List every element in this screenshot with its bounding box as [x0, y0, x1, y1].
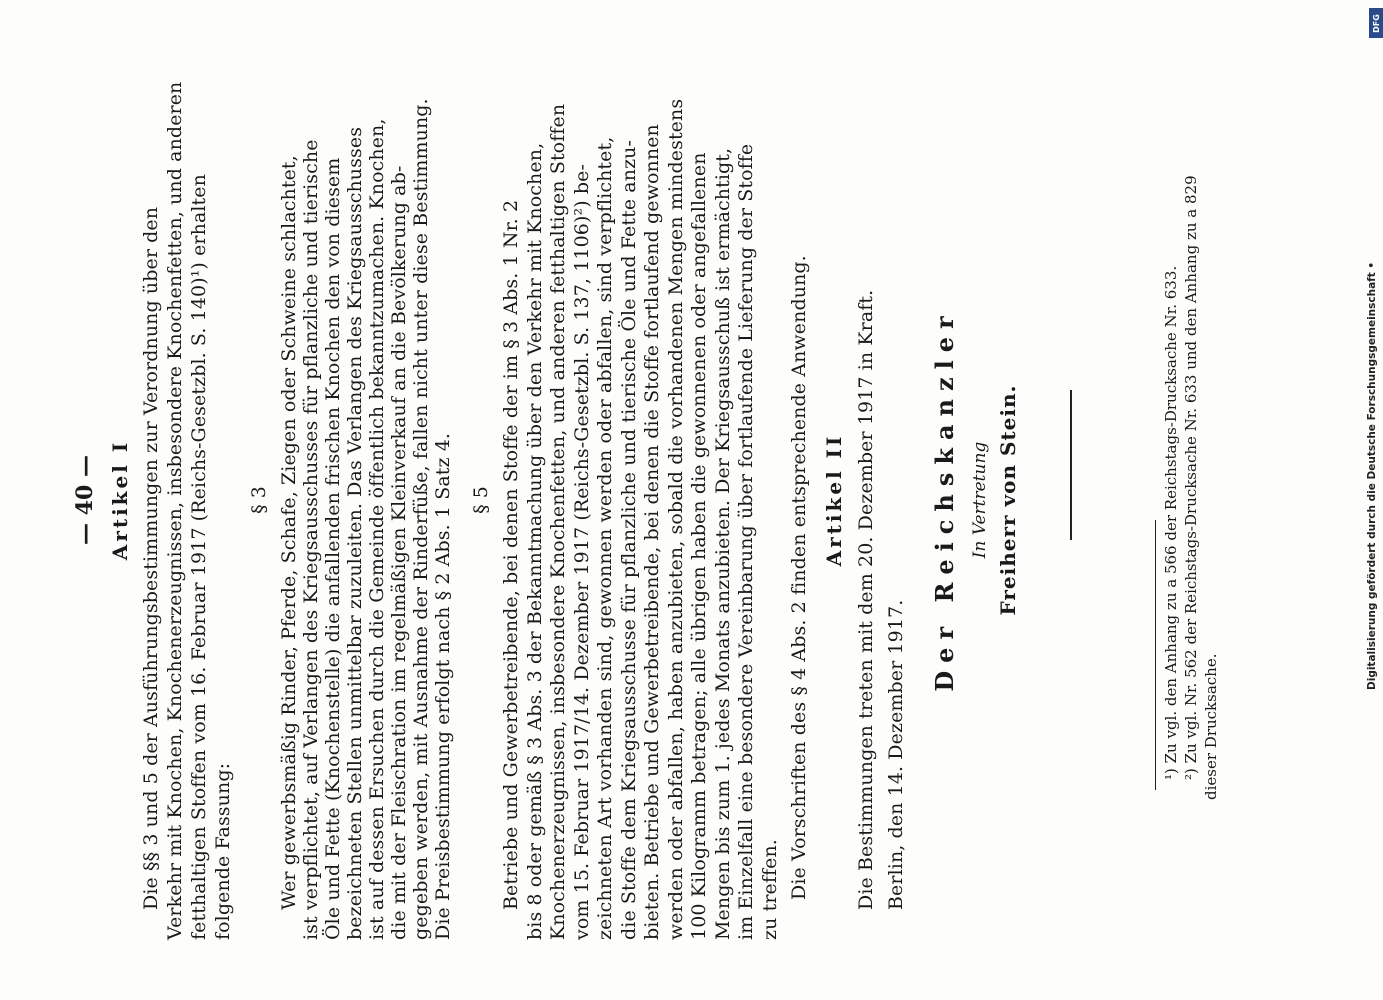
rotated-signature-area	[930, 60, 1330, 940]
article-1-line: Verkehr mit Knochen, Knochenerzeugnissen, insbesondere Knochenfetten, und anderen	[164, 81, 186, 940]
section-5-line: die Stoffe dem Kriegsausschusse für pflanzliche und tierische Öle und Fette anzu-	[617, 139, 640, 940]
section-5-line: werden oder abfallen, haben anzubieten, sobald die vorhandenen Mengen mindestens	[664, 98, 687, 940]
article-1-line: Die §§ 3 und 5 der Ausführungsbestimmungen zur Verordnung über den	[140, 206, 162, 910]
section-5-heading: § 5	[470, 486, 492, 514]
section-5-line: zu treffen.	[758, 839, 781, 940]
article-2-heading: Artikel II	[822, 433, 846, 567]
section-5-line: vom 15. Februar 1917/14. Dezember 1917 (Reichs-Gesetzbl. S. 137, 1106)²) be-	[570, 164, 593, 940]
section-5-line: Mengen bis zum 1. jedes Monats anzubieten. Der Kriegsausschuß ist ermächtigt,	[711, 147, 734, 940]
page-number: — 40 —	[72, 455, 98, 545]
signature-name: Freiherr von Stein.	[996, 384, 1020, 616]
section-5-closing: Die Vorschriften des § 4 Abs. 2 finden entsprechende Anwendung.	[788, 255, 810, 900]
article-2-text: Die Bestimmungen treten mit dem 20. Dezember 1917 in Kraft.	[855, 289, 877, 910]
separator-rule	[1070, 390, 1072, 540]
footnote-1: ¹) Zu vgl. den Anhang zu a 566 der Reichstags-Drucksache Nr. 633.	[1162, 265, 1180, 780]
signature-title: Der Reichskanzler	[930, 308, 959, 692]
footnote-2-cont: dieser Drucksache.	[1202, 653, 1220, 800]
signature-deputy: In Vertretung	[970, 441, 990, 559]
section-5-line: zeichneten Art vorhanden sind, gewonnen werden oder abfallen, sind verpflichtet,	[594, 136, 616, 940]
section-3-line: Die Preisbestimmung erfolgt nach § 2 Abs. 1 Satz 4.	[432, 432, 454, 940]
section-3-line: ist verpflichtet, auf Verlangen des Kriegsausschusses für pflanzliche und tierische	[300, 139, 322, 940]
section-3-line: gegeben werden, mit Ausnahme der Rinderfüße, fallen nicht unter diese Bestimmung.	[410, 98, 432, 940]
footnote-rule	[1155, 520, 1156, 790]
section-3-line: bezeichneten Stellen unmittelbar zuzuleiten. Das Verlangen des Kriegsausschusses	[344, 126, 366, 940]
section-5-line: bieten. Betriebe und Gewerbetreibende, bei denen die Stoffe fortlaufend gewonnen	[641, 124, 663, 940]
section-5-line: bis 8 oder gemäß § 3 Abs. 3 der Bekanntmachung über den Verkehr mit Knochen,	[523, 142, 546, 940]
article-1-heading: Artikel I	[108, 439, 132, 561]
footnote-2: ²) Zu vgl. Nr. 562 der Reichstags-Drucksache Nr. 633 und den Anhang zu a 829	[1182, 175, 1200, 780]
dfg-logo	[1369, 8, 1383, 38]
digitization-credit: Digitalisierung gefördert durch die Deutsche Forschungsgemeinschaft •	[1366, 261, 1378, 690]
section-3-line: die mit der Fleischration im regelmäßigen Kleinverkauf an die Bevölkerung ab-	[388, 165, 410, 940]
article-1-line: folgende Fassung:	[212, 762, 234, 940]
article-1-line: fetthaltigen Stoffen vom 16. Februar 1917 (Reichs-Gesetzbl. S. 140)¹) erhalten	[188, 174, 210, 940]
section-3-line: ist auf dessen Ersuchen durch die Gemeinde öffentlich bekanntzumachen. Knochen,	[366, 118, 388, 940]
section-5-line: im Einzelfall eine besondere Vereinbarung über fortlaufende Lieferung der Stoffe	[735, 143, 757, 940]
section-5-line: 100 Kilogramm betragen; alle übrigen haben die gewonnenen oder angefallenen	[688, 152, 710, 940]
section-5-line: Knochenerzeugnissen, insbesondere Knochenfetten, und anderen fetthaltigen Stoffen	[547, 103, 569, 940]
section-3-heading: § 3	[248, 486, 270, 514]
section-5-line: Betriebe und Gewerbetreibende, bei denen Stoffe der im § 3 Abs. 1 Nr. 2	[500, 199, 522, 910]
section-3-line: Wer gewerbsmäßig Rinder, Pferde, Schafe, Ziegen oder Schweine schlachtet,	[278, 155, 300, 910]
dfg-logo-text: DFG	[1371, 13, 1381, 33]
section-3-line: Öle und Fette (Knochenstelle) die anfallenden frischen Knochen den von diesem	[322, 157, 344, 940]
place-date: Berlin, den 14. Dezember 1917.	[885, 599, 907, 910]
